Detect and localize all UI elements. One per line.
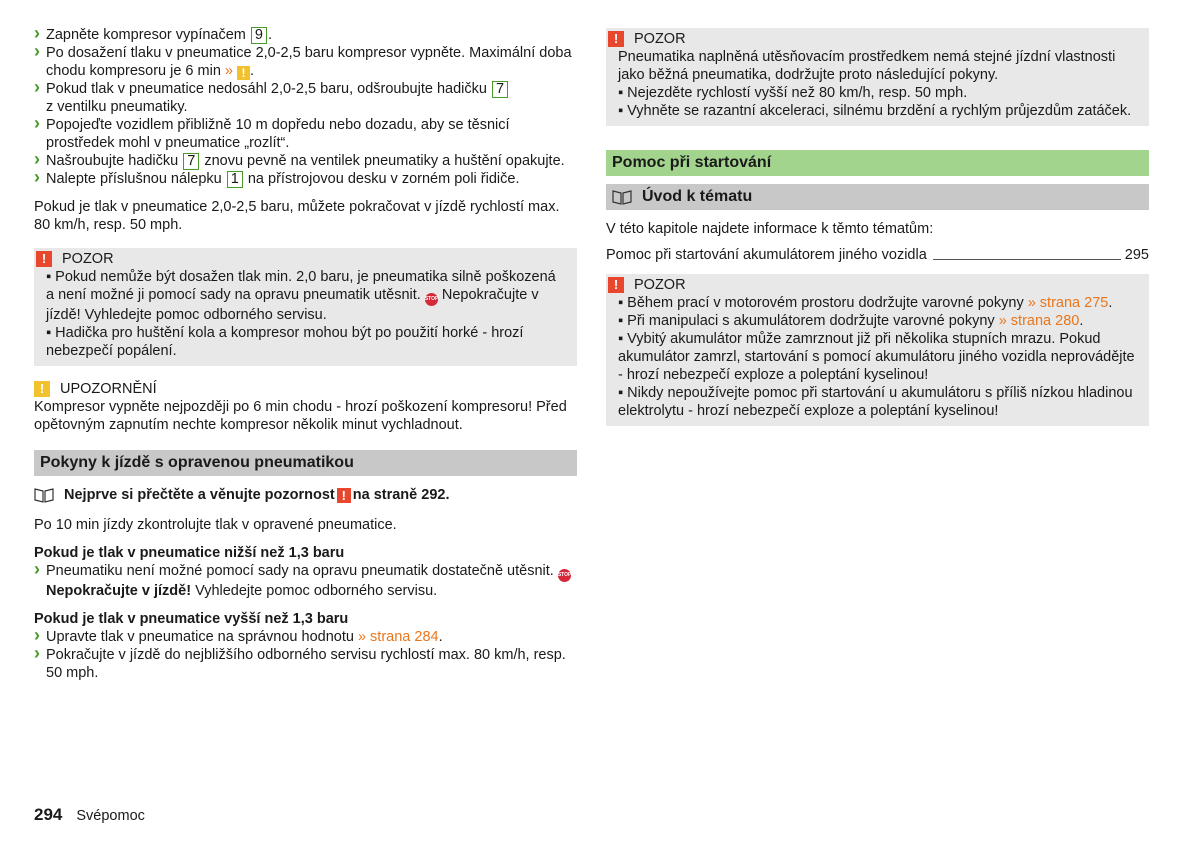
- upozorneni-title: UPOZORNĚNÍ: [60, 381, 157, 397]
- book-icon: [34, 487, 54, 503]
- page-number: 294: [34, 805, 63, 824]
- book-icon: [612, 189, 632, 205]
- pozor-title: POZOR: [634, 277, 686, 293]
- page-footer: [34, 806, 145, 825]
- warning-icon: !: [237, 66, 250, 80]
- toc-page: 295: [1124, 247, 1149, 263]
- warning-link[interactable]: »: [224, 63, 233, 79]
- read-first-note: Nejprve si přečtěte a věnujte pozornost ! na straně 292.: [34, 486, 577, 504]
- step-drive: › Popojeďte vozidlem přibližně 10 m dopředu nebo dozadu, aby se těsnicí prostředek mohl v pneumatice „rozlít“.: [34, 116, 577, 152]
- section-heading-jump-start: Pomoc při startování: [606, 150, 1149, 176]
- right-column: [606, 28, 1149, 426]
- pressure-paragraph: Pokud je tlak v pneumatice 2,0-2,5 baru, můžete pokračovat v jízdě rychlostí max. 80 km/h, resp. 50 mph.: [34, 199, 560, 233]
- page-link-284[interactable]: » strana 284: [357, 629, 439, 645]
- section-heading-repaired-tyre: Pokyny k jízdě s opravenou pneumatikou: [34, 450, 577, 476]
- warning-icon: !: [337, 488, 351, 503]
- warning-icon: !: [608, 31, 624, 47]
- toc-label: Pomoc při startování akumulátorem jiného vozidla: [606, 247, 927, 263]
- pozor-box-2: ! POZOR ▪ Během prací v motorovém prostoru dodržujte varovné pokyny » strana 275. ▪ Při manipulaci s akumulátorem dodržujte varovné pokyny » strana 280. ▪ Vybitý akumulátor může zamrznout již při několika stupních mrazu. Pokud akumulátor zamrzl, startování s pomocí akumulátoru jiného vozidla neprovádějte - hrozí nebezpečí exploze a poleptání kyselinou! ▪ Nikdy nepoužívejte pomoc při startování u akumulátoru s příliš nízkou hladinou elektrolytu - hrozí nebezpečí exploze a poleptání kyselinou!: [606, 274, 1149, 426]
- warning-icon: !: [608, 277, 624, 293]
- step-low-pressure: › Pneumatiku není možné pomocí sady na opravu pneumatik dostatečně utěsnit. STOP Nepokračujte v jízdě! Vyhledejte pomoc odborného servisu.: [34, 562, 577, 600]
- toc-leader: [933, 259, 1121, 260]
- step-switch-off: › Po dosažení tlaku v pneumatice 2,0-2,5 baru kompresor vypněte. Maximální doba chodu kompresoru je 6 min » ! .: [34, 44, 577, 80]
- callout-7b: 7: [183, 153, 199, 170]
- heading-high-pressure: Pokud je tlak v pneumatice vyšší než 1,3 baru: [34, 611, 349, 627]
- pozor-box-top: ! POZOR Pneumatika naplněná utěsňovacím prostředkem nemá stejné jízdní vlastnosti jako běžná pneumatika, dodržujte proto následující pokyny. ▪ Nejezděte rychlostí vyšší než 80 km/h, resp. 50 mph. ▪ Vyhněte se razantní akceleraci, silnému brzdění a rychlým průjezdům zatáček.: [606, 28, 1149, 126]
- stop-icon: STOP: [425, 293, 438, 306]
- callout-7: 7: [492, 81, 508, 98]
- step-adjust-pressure: › Upravte tlak v pneumatice na správnou hodnotu » strana 284.: [34, 628, 577, 646]
- stop-icon: STOP: [558, 569, 571, 582]
- toc-row[interactable]: [606, 246, 1149, 264]
- pozor-title: POZOR: [62, 251, 114, 267]
- pozor-box-1: ! POZOR ▪ Pokud nemůže být dosažen tlak min. 2,0 baru, je pneumatika silně poškozená a není možné ji pomocí sady na opravu pneumatik utěsnit. STOP Nepokračujte v jízdě! Vyhledejte pomoc odborného servisu. ▪ Hadička pro huštění kola a kompresor mohou být po použití horké - hrozí nebezpečí popálení.: [34, 248, 577, 366]
- caution-icon: !: [34, 381, 50, 397]
- callout-1: 1: [227, 171, 243, 188]
- pozor-title: POZOR: [634, 31, 686, 47]
- left-column: [34, 26, 577, 682]
- subheading-intro: Úvod k tématu: [606, 184, 1149, 210]
- warning-icon: !: [36, 251, 52, 267]
- step-switch-on: › Zapněte kompresor vypínačem 9 .: [34, 26, 577, 44]
- upozorneni-box: ! UPOZORNĚNÍ Kompresor vypněte nejpozději po 6 min chodu - hrozí poškození kompresoru! Před opětovným zapnutím nechte kompresor několik minut vychladnout.: [34, 381, 567, 433]
- step-unscrew-hose: › Pokud tlak v pneumatice nedosáhl 2,0-2,5 baru, odšroubujte hadičku 7 z ventilku pneumatiky.: [34, 80, 577, 116]
- step-sticker: › Nalepte příslušnou nálepku 1 na přístrojovou desku v zorném poli řidiče.: [34, 170, 577, 188]
- intro-text: V této kapitole najdete informace k těmto tématům:: [606, 221, 934, 237]
- footer-section: Svépomoc: [76, 808, 145, 824]
- check-pressure-paragraph: Po 10 min jízdy zkontrolujte tlak v opravené pneumatice.: [34, 517, 397, 533]
- page-link-275[interactable]: » strana 275: [1027, 295, 1109, 311]
- step-screw-hose: › Našroubujte hadičku 7 znovu pevně na ventilek pneumatiky a huštění opakujte.: [34, 152, 577, 170]
- page-link-280[interactable]: » strana 280: [998, 313, 1080, 329]
- callout-9: 9: [251, 27, 267, 44]
- step-continue-driving: › Pokračujte v jízdě do nejbližšího odborného servisu rychlostí max. 80 km/h, resp. 50 mph.: [34, 646, 577, 682]
- heading-low-pressure: Pokud je tlak v pneumatice nižší než 1,3 baru: [34, 545, 345, 561]
